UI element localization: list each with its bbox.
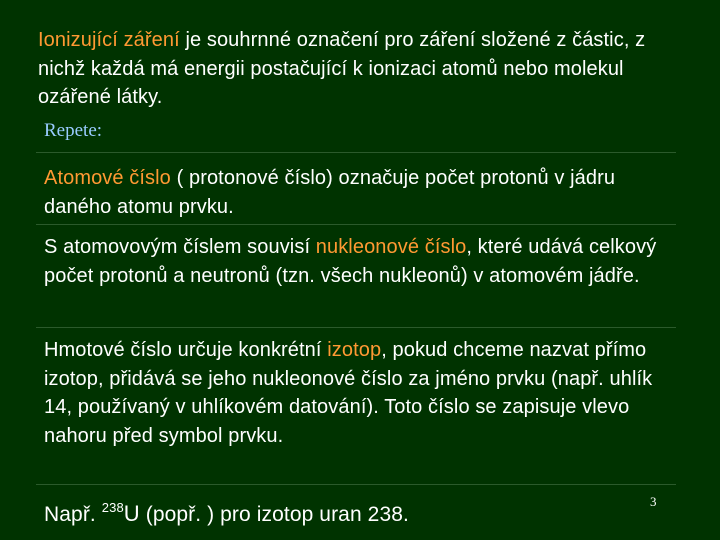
atomic-number-paragraph [44,164,674,221]
term-isotope: izotop [327,339,382,361]
atomic-number-text: ( protonové číslo) označuje počet protonů v jádru daného atomu prvku. [44,167,616,218]
mass-number: 238 [101,500,124,515]
intro-paragraph [38,26,678,112]
isotope-paragraph [44,336,674,450]
divider [36,484,676,485]
term-atomic-number: Atomové číslo [44,167,171,189]
example-post-text: (popř. ) pro izotop uran 238. [139,503,409,526]
divider [36,152,676,153]
divider [36,327,676,328]
intro-text: je souhrnné označení pro záření složené z částic, z nichž každá má energii postačující k ionizaci atomů nebo molekul ozářené látky. [38,29,646,108]
term-ionizing-radiation: Ionizující záření [38,29,180,51]
term-nucleon-number: nukleonové číslo [315,236,467,258]
repete-label: Repete: [44,120,103,141]
isotope-pre-text: Hmotové číslo určuje konkrétní [44,339,328,361]
page-number: 3 [650,494,657,509]
nucleon-number-paragraph [44,233,674,290]
isotope-text: , pokud chceme nazvat přímo izotop, přidává se jeho nukleonové číslo za jméno prvku (např. uhlík 14, používaný v uhlíkovém datování). Toto číslo se zapisuje vlevo nahoru před symbol prvku. [44,339,653,447]
element-symbol: U [123,501,140,526]
divider [36,224,676,225]
nucleon-pre-text: S atomovovým číslem souvisí [44,236,316,258]
example-pre-text: Např. [44,503,102,526]
example-paragraph [44,500,604,530]
nucleon-text: , které udává celkový počet protonů a neutronů (tzn. všech nukleonů) v atomovém jádře. [44,236,657,287]
